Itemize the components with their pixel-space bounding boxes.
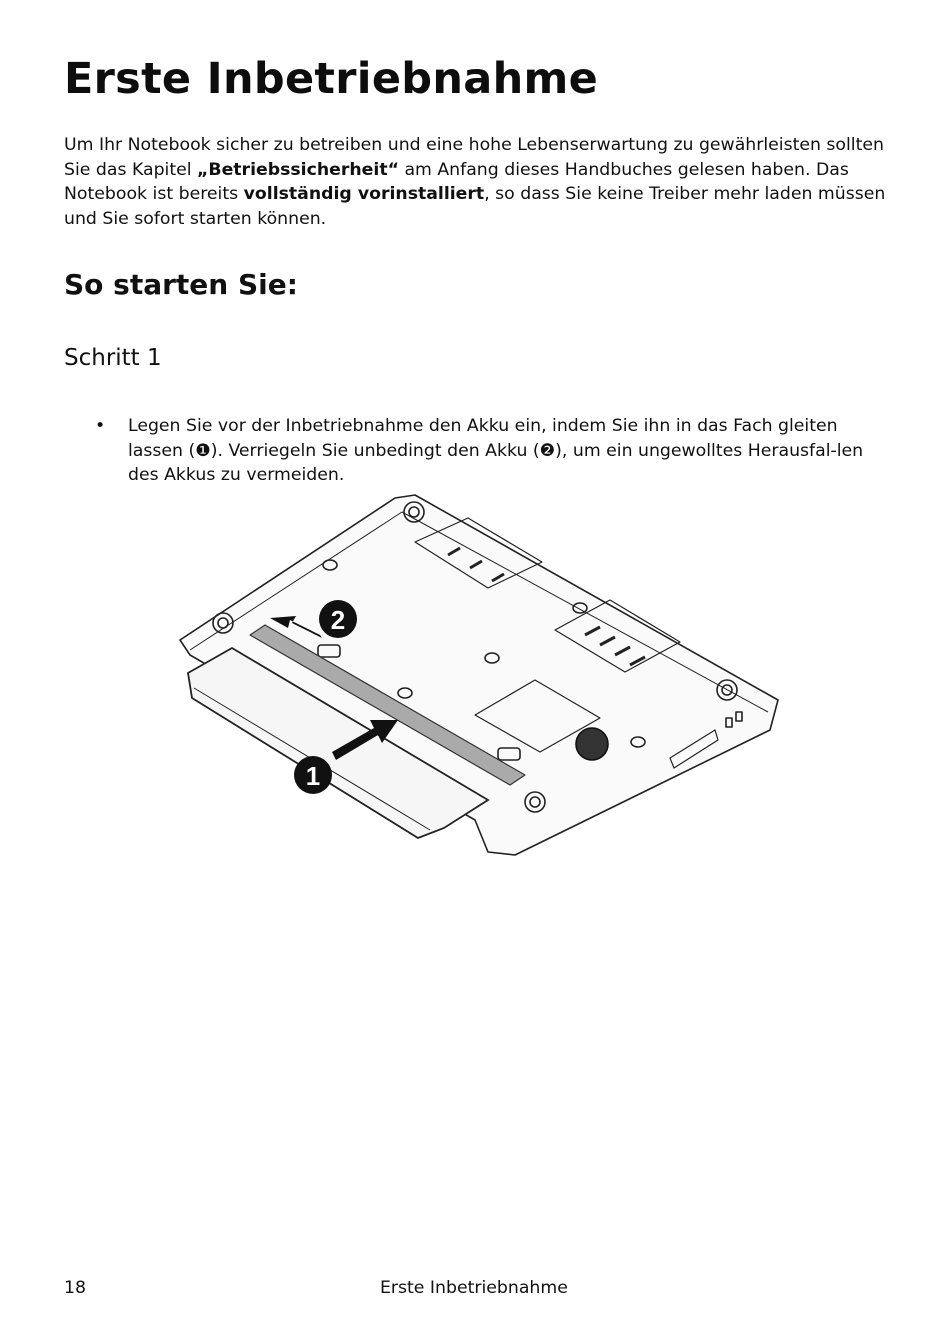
speaker-grille: [576, 728, 608, 760]
callout-1-label: 1: [305, 761, 321, 791]
callout-2-label: 2: [330, 605, 346, 635]
list-item-text: Legen Sie vor der Inbetriebnahme den Akku ein, indem Sie ihn in das Fach gleiten lassen (❶). Verriegeln Sie unbedingt den Akku (❷), um ein ungewolltes Herausfal-len des Akkus zu vermeiden.: [128, 416, 864, 485]
bullet-marker: •: [95, 416, 106, 436]
notebook-battery-illustration: [170, 490, 790, 860]
intro-text-3: , so dass Sie keine Treiber mehr laden müssen und Sie sofort starten können.: [64, 184, 886, 229]
step-heading: Schritt 1: [64, 345, 162, 371]
page-title: Erste Inbetriebnahme: [64, 54, 599, 104]
intro-text-1: Um Ihr Notebook sicher zu betreiben und eine hohe Lebenserwartung zu gewährleisten sollten Sie das Kapitel: [64, 135, 884, 180]
intro-paragraph: [64, 133, 894, 231]
section-heading: So starten Sie:: [64, 268, 298, 301]
page-number: 18: [64, 1278, 86, 1298]
intro-text-2: am Anfang dieses Handbuches gelesen haben. Das Notebook ist bereits: [64, 159, 849, 204]
intro-bold-chapter: „Betriebssicherheit“: [197, 159, 399, 180]
intro-bold-preinstalled: vollständig vorinstalliert: [243, 184, 485, 204]
list-item: [90, 414, 880, 488]
instruction-list: [90, 414, 880, 488]
footer-chapter-title: Erste Inbetriebnahme: [380, 1278, 568, 1298]
